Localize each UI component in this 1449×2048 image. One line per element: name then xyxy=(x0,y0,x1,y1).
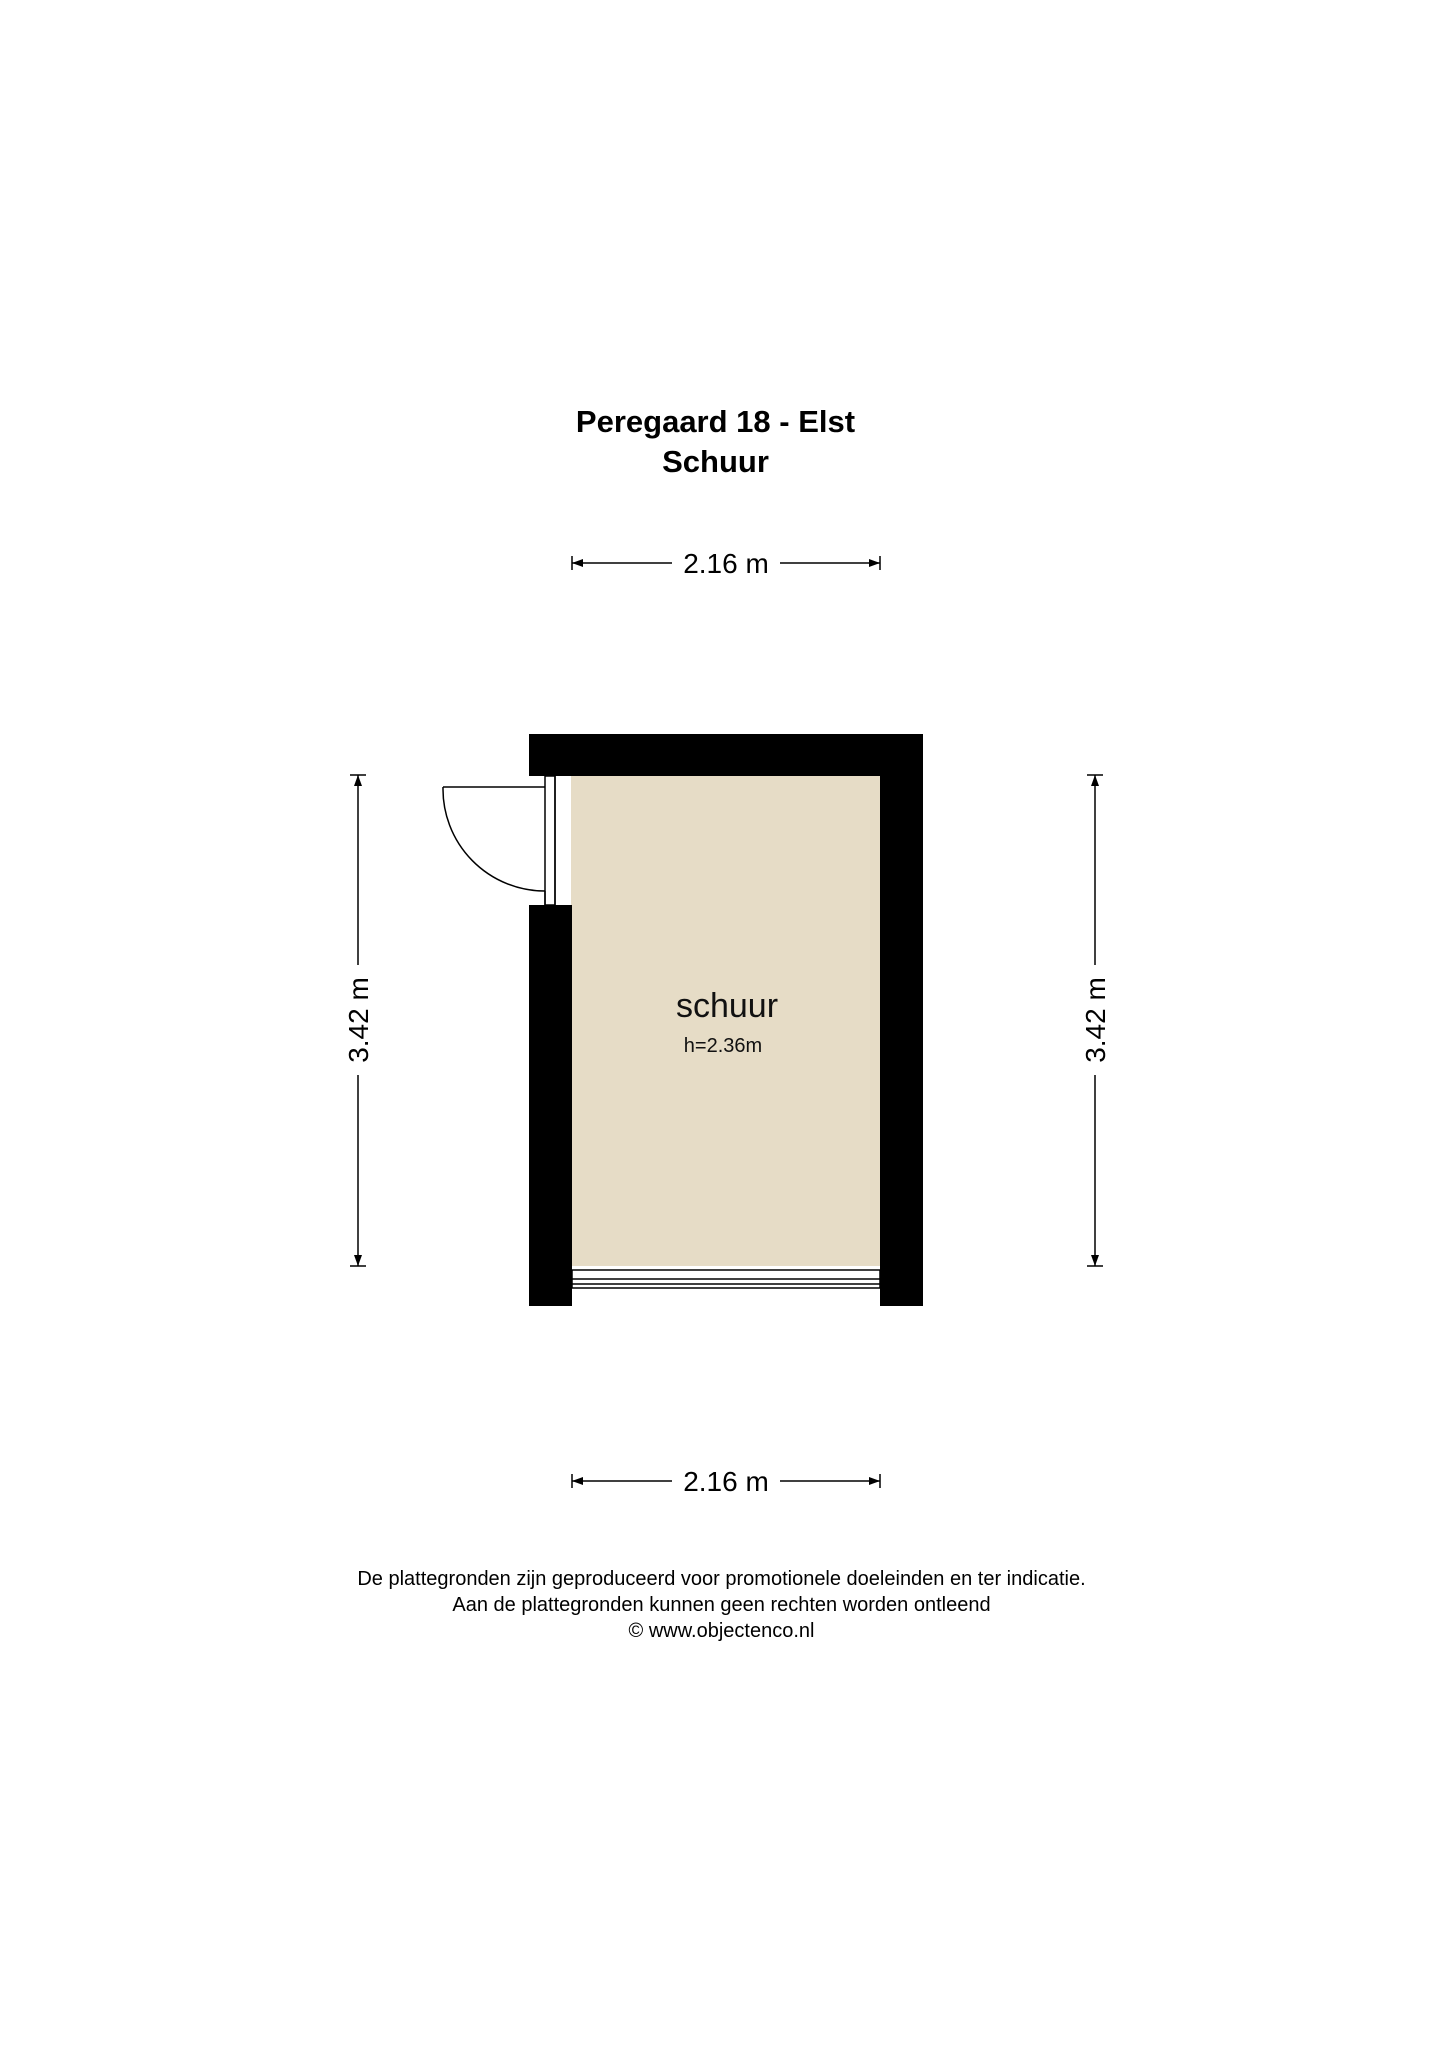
plan-title-subtitle: Schuur xyxy=(662,444,769,479)
dimension-right-label: 3.42 m xyxy=(1080,977,1111,1063)
room-height-label: h=2.36m xyxy=(683,1035,763,1057)
wall-top xyxy=(529,734,923,776)
dimension-bottom xyxy=(572,1466,880,1497)
door-frame xyxy=(545,776,555,905)
wall-top-left-stub xyxy=(529,734,543,776)
wall-right xyxy=(880,734,923,1306)
dimension-left-label: 3.42 m xyxy=(343,977,374,1063)
disclaimer-line-1: De plattegronden zijn geproduceerd voor promotionele doeleinden en ter indicatie. xyxy=(357,1568,1086,1590)
room-name-label: schuur xyxy=(675,987,779,1025)
dimension-top-label: 2.16 m xyxy=(683,548,769,579)
dimension-left xyxy=(343,775,374,1266)
door-swing xyxy=(443,787,545,905)
dimension-right xyxy=(1080,775,1111,1266)
plan-title-address: Peregaard 18 - Elst xyxy=(575,404,856,439)
dimension-bottom-label: 2.16 m xyxy=(683,1466,769,1497)
dimension-top xyxy=(572,548,880,579)
disclaimer-line-2: Aan de plattegronden kunnen geen rechten worden ontleend xyxy=(452,1594,991,1616)
copyright-line: © www.objectenco.nl xyxy=(628,1620,815,1642)
wall-left-lower xyxy=(529,905,572,1306)
bottom-opening xyxy=(572,1270,880,1288)
